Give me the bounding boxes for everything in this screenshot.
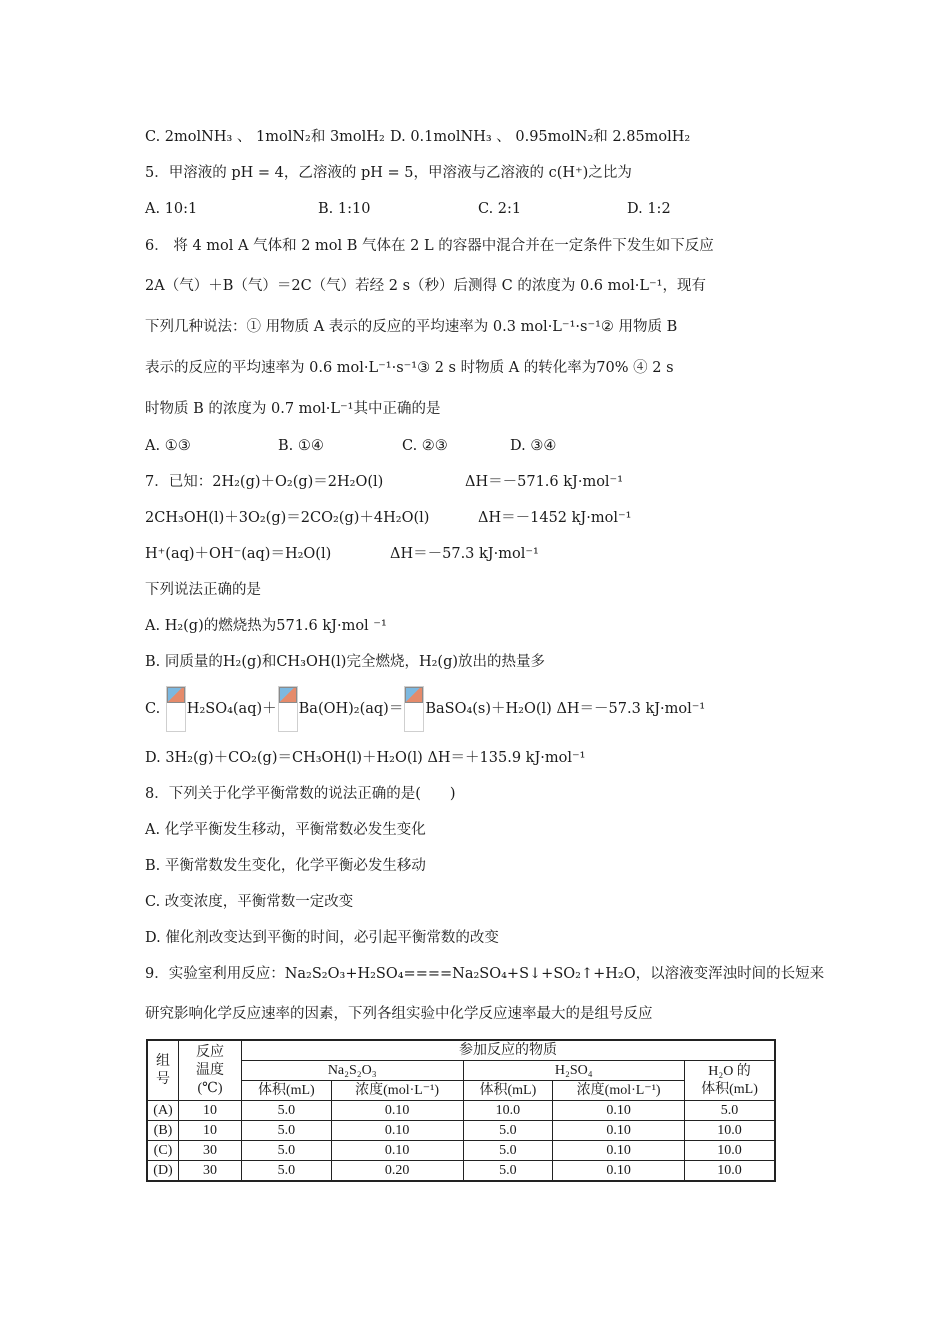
- table-cell: 5.0: [242, 1161, 332, 1182]
- table-cell: 10.0: [463, 1101, 553, 1121]
- table-cell: 0.10: [331, 1121, 463, 1141]
- header-concentration: 浓度(mol·L⁻¹): [553, 1081, 685, 1101]
- table-cell: 30: [179, 1161, 242, 1182]
- table-cell: 0.10: [553, 1141, 685, 1161]
- table-cell: 0.20: [331, 1161, 463, 1182]
- q7-enthalpy-2: ΔH＝－1452 kJ·mol⁻¹: [478, 510, 632, 526]
- q7-option-c: [145, 686, 705, 732]
- q7-question: 下列说法正确的是: [145, 582, 261, 598]
- table-row: [147, 1161, 775, 1182]
- table-cell: 30: [179, 1141, 242, 1161]
- q5-option-a: A. 10:1: [145, 201, 198, 217]
- table-cell: 5.0: [463, 1141, 553, 1161]
- header-water-volume: H₂O 的 体积(mL): [685, 1061, 775, 1101]
- table-cell: 5.0: [685, 1101, 775, 1121]
- q5-option-b: B. 1:10: [318, 201, 371, 217]
- q7-enthalpy-1: ΔH＝－571.6 kJ·mol⁻¹: [465, 474, 624, 490]
- q7-equation-1: 7．已知：2H₂(g)＋O₂(g)＝2H₂O(l): [145, 474, 384, 490]
- experiment-table: [146, 1039, 776, 1182]
- table-cell: 5.0: [463, 1161, 553, 1182]
- table-cell: 0.10: [331, 1101, 463, 1121]
- q7-equation-3: H⁺(aq)＋OH⁻(aq)＝H₂O(l): [145, 546, 332, 562]
- header-volume: 体积(mL): [463, 1081, 553, 1101]
- q9-line-1: 9．实验室利用反应：Na₂S₂O₃+H₂SO₄====Na₂SO₄+S↓+SO₂↑+H₂O，以溶液变浑浊时间的长短来: [145, 966, 825, 982]
- q7-option-c-part-b: Ba(OH)₂(aq)＝: [298, 701, 404, 717]
- table-cell: 10.0: [685, 1141, 775, 1161]
- table-cell: 10: [179, 1121, 242, 1141]
- table-cell: 5.0: [242, 1121, 332, 1141]
- table-cell: 5.0: [463, 1121, 553, 1141]
- header-group: 组 号: [147, 1040, 179, 1101]
- q6-line-1: 6． 将 4 mol A 气体和 2 mol B 气体在 2 L 的容器中混合并在一定条件下发生如下反应: [145, 238, 714, 254]
- table-cell: 10.0: [685, 1121, 775, 1141]
- table-row: [147, 1121, 775, 1141]
- q9-line-2: 研究影响化学反应速率的因素，下列各组实验中化学反应速率最大的是组号反应: [145, 1006, 653, 1022]
- table-cell: 10: [179, 1101, 242, 1121]
- q7-option-c-part-c: BaSO₄(s)＋H₂O(l) ΔH＝－57.3 kJ·mol⁻¹: [425, 701, 706, 717]
- q6-line-5: 时物质 B 的浓度为 0.7 mol·L⁻¹其中正确的是: [145, 401, 441, 417]
- table-cell: 0.10: [553, 1121, 685, 1141]
- q7-equation-2: 2CH₃OH(l)＋3O₂(g)＝2CO₂(g)＋4H₂O(l): [145, 510, 430, 526]
- broken-image-icon: [166, 686, 186, 732]
- broken-image-icon: [278, 686, 298, 732]
- q6-option-b: B. ①④: [278, 438, 324, 454]
- q5-stem: 5．甲溶液的 pH = 4，乙溶液的 pH = 5，甲溶液与乙溶液的 c(H⁺)之比为: [145, 165, 632, 181]
- table-cell: (B): [147, 1121, 179, 1141]
- table-row: [147, 1141, 775, 1161]
- header-volume: 体积(mL): [242, 1081, 332, 1101]
- table-cell: (C): [147, 1141, 179, 1161]
- q4-option-c: C. 2molNH₃ 、 1molN₂和 3molH₂: [145, 129, 385, 145]
- table-cell: 0.10: [553, 1161, 685, 1182]
- header-temperature: 反应 温度 (℃): [179, 1040, 242, 1101]
- table-cell: 10.0: [685, 1161, 775, 1182]
- q6-option-d: D. ③④: [510, 438, 557, 454]
- header-na2s2o3: Na₂S₂O₃: [242, 1061, 464, 1081]
- q8-option-a: A. 化学平衡发生移动，平衡常数必发生变化: [145, 822, 426, 838]
- q5-option-c: C. 2:1: [478, 201, 522, 217]
- q6-line-2: 2A（气）＋B（气）＝2C（气）若经 2 s（秒）后测得 C 的浓度为 0.6 mol·L⁻¹，现有: [145, 278, 706, 294]
- q7-option-c-label: C.: [145, 701, 161, 717]
- q6-line-3: 下列几种说法：① 用物质 A 表示的反应的平均速率为 0.3 mol·L⁻¹·s⁻¹② 用物质 B: [145, 319, 678, 335]
- table-cell: 0.10: [553, 1101, 685, 1121]
- q6-line-4: 表示的反应的平均速率为 0.6 mol·L⁻¹·s⁻¹③ 2 s 时物质 A 的转化率为70% ④ 2 s: [145, 360, 674, 376]
- q6-option-c: C. ②③: [402, 438, 448, 454]
- q8-option-d: D. 催化剂改变达到平衡的时间，必引起平衡常数的改变: [145, 930, 499, 946]
- header-reactants: 参加反应的物质: [242, 1040, 776, 1061]
- table-row: [147, 1101, 775, 1121]
- q5-option-d: D. 1:2: [627, 201, 671, 217]
- q8-stem: 8．下列关于化学平衡常数的说法正确的是( ): [145, 786, 456, 802]
- broken-image-icon: [404, 686, 424, 732]
- header-concentration: 浓度(mol·L⁻¹): [331, 1081, 463, 1101]
- header-h2so4: H₂SO₄: [463, 1061, 685, 1081]
- q8-option-c: C. 改变浓度，平衡常数一定改变: [145, 894, 354, 910]
- q7-enthalpy-3: ΔH＝－57.3 kJ·mol⁻¹: [390, 546, 539, 562]
- q6-option-a: A. ①③: [145, 438, 191, 454]
- q7-option-d: D. 3H₂(g)＋CO₂(g)＝CH₃OH(l)＋H₂O(l) ΔH＝＋135.9 kJ·mol⁻¹: [145, 750, 586, 766]
- table-cell: (A): [147, 1101, 179, 1121]
- table-cell: 0.10: [331, 1141, 463, 1161]
- table-cell: 5.0: [242, 1101, 332, 1121]
- q7-option-b: B. 同质量的H₂(g)和CH₃OH(l)完全燃烧，H₂(g)放出的热量多: [145, 654, 546, 670]
- table-cell: (D): [147, 1161, 179, 1182]
- q7-option-c-part-a: H₂SO₄(aq)＋: [186, 701, 277, 717]
- q8-option-b: B. 平衡常数发生变化，化学平衡必发生移动: [145, 858, 426, 874]
- table-cell: 5.0: [242, 1141, 332, 1161]
- q4-option-d: D. 0.1molNH₃ 、 0.95molN₂和 2.85molH₂: [390, 129, 691, 145]
- q7-option-a: A. H₂(g)的燃烧热为571.6 kJ·mol ⁻¹: [145, 618, 387, 634]
